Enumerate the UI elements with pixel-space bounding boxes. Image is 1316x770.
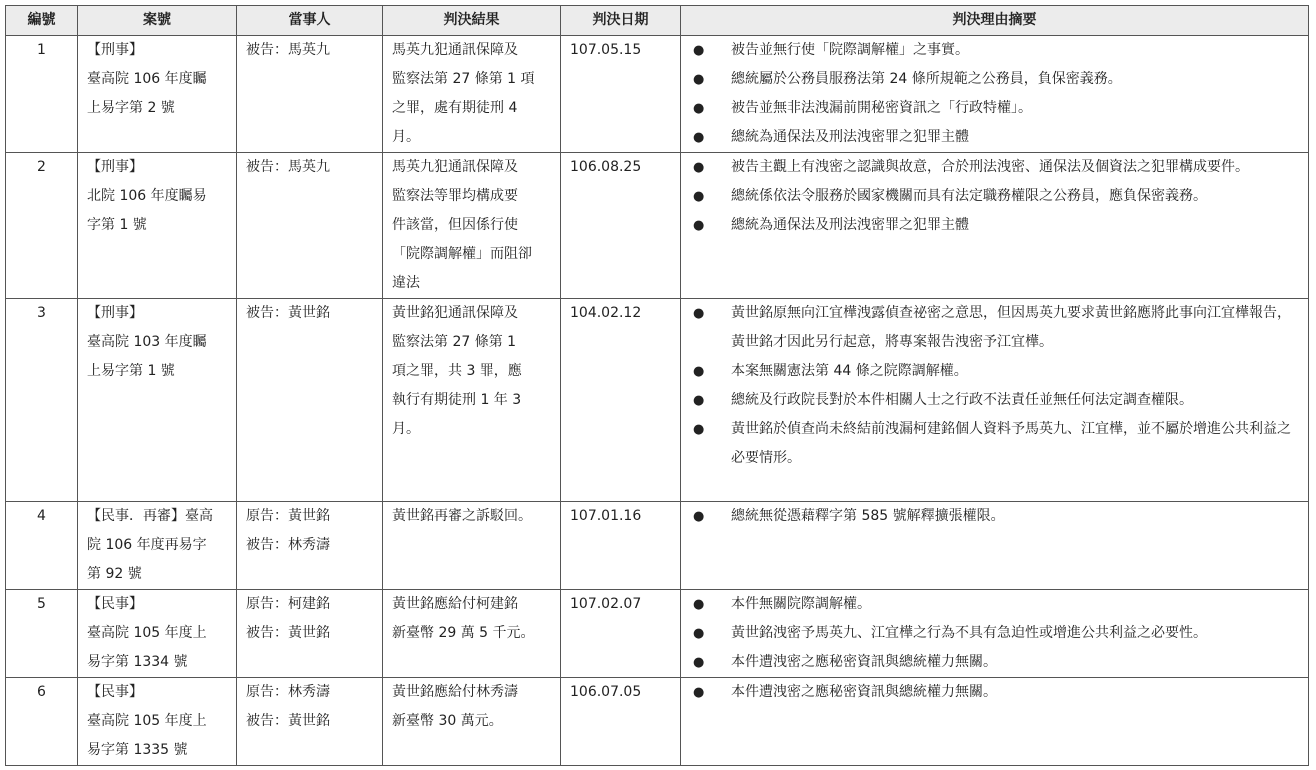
reason-item: ● 本件遭洩密之應秘密資訊與總統權力無關。 [681,678,1308,707]
party-line: 被告：馬英九 [246,159,330,175]
judgment-date: 107.01.16 [561,502,681,590]
parties-cell [237,678,383,766]
judgment-date: 107.02.07 [561,590,681,678]
judgment-date: 104.02.12 [561,299,681,502]
case-number-line: 上易字第 2 號 [87,100,175,116]
case-number-line: 【刑事】 [87,159,143,175]
reason-item: ● 黃世銘原無向江宜樺洩露偵查祕密之意思，但因馬英九要求黃世銘應將此事向江宜樺報告，黃世銘才因此另行起意，將專案報告洩密予江宜樺。 [681,299,1308,357]
reason-item: ● 總統及行政院長對於本件相關人士之行政不法責任並無任何法定調查權限。 [681,386,1308,415]
result-line: 執行有期徒刑 1 年 3 [392,392,522,408]
case-number-cell [78,36,237,153]
parties-cell [237,299,383,502]
case-number-line: 【民事．再審】臺高 [87,508,213,524]
case-number-line: 臺高院 106 年度矚 [87,71,207,87]
result-line: 違法 [392,275,420,291]
case-number-line: 上易字第 1 號 [87,363,175,379]
party-line: 原告：林秀濤 [246,684,330,700]
header-number: 編號 [6,6,78,36]
header-case-number: 案號 [78,6,237,36]
result-line: 新臺幣 29 萬 5 千元。 [392,625,535,641]
result-line: 監察法等罪均構成要 [392,188,518,204]
result-line: 黃世銘犯通訊保障及 [392,305,518,321]
case-number-line: 【刑事】 [87,305,143,321]
reason-item: ● 本案無關憲法第 44 條之院際調解權。 [681,357,1308,386]
reason-item: ● 被告並無行使「院際調解權」之事實。 [681,36,1308,65]
reason-item: ● 總統無從憑藉釋字第 585 號解釋擴張權限。 [681,502,1308,531]
result-line: 項之罪，共 3 罪，應 [392,363,522,379]
case-number-line: 第 92 號 [87,566,142,582]
reason-item: ● 被告並無非法洩漏前開秘密資訊之「行政特權」。 [681,94,1308,123]
case-number-line: 【刑事】 [87,42,143,58]
result-line: 監察法第 27 條第 1 [392,334,517,350]
case-number-cell [78,502,237,590]
result-line: 馬英九犯通訊保障及 [392,159,518,175]
case-number-line: 易字第 1334 號 [87,654,188,670]
table-row [6,678,1309,766]
case-number-line: 臺高院 103 年度矚 [87,334,207,350]
table-row [6,36,1309,153]
case-number-line: 【民事】 [87,596,143,612]
case-number-line: 臺高院 105 年度上 [87,713,207,729]
row-number: 1 [6,36,78,153]
row-number: 4 [6,502,78,590]
case-number-cell [78,299,237,502]
result-line: 黃世銘再審之訴駁回。 [392,508,532,524]
case-number-line: 字第 1 號 [87,217,147,233]
reasons-list [681,502,1308,531]
result-line: 月。 [392,129,420,145]
case-number-line: 【民事】 [87,684,143,700]
reasons-list [681,678,1308,707]
reason-item: ● 總統為通保法及刑法洩密罪之犯罪主體 [681,123,1308,152]
reasons-cell [681,36,1309,153]
result-cell [383,678,561,766]
row-number: 6 [6,678,78,766]
judgment-table [5,5,1309,766]
case-number-line: 臺高院 105 年度上 [87,625,207,641]
party-line: 原告：黃世銘 [246,508,330,524]
reason-item: ● 本件遭洩密之應秘密資訊與總統權力無關。 [681,648,1308,677]
table-row [6,153,1309,299]
row-number: 3 [6,299,78,502]
judgment-date: 107.05.15 [561,36,681,153]
header-reasons: 判決理由摘要 [681,6,1309,36]
party-line: 被告：黃世銘 [246,625,330,641]
table-row [6,299,1309,502]
row-number: 2 [6,153,78,299]
header-row [6,6,1309,36]
result-line: 馬英九犯通訊保障及 [392,42,518,58]
parties-cell [237,36,383,153]
result-cell [383,590,561,678]
case-number-cell [78,153,237,299]
judgment-date: 106.08.25 [561,153,681,299]
party-line: 原告：柯建銘 [246,596,330,612]
parties-cell [237,590,383,678]
case-number-line: 北院 106 年度矚易 [87,188,207,204]
table-row [6,502,1309,590]
result-line: 「院際調解權」而阻卻 [392,246,532,262]
result-cell [383,502,561,590]
result-line: 之罪，處有期徒刑 4 [392,100,518,116]
reason-item: ● 本件無關院際調解權。 [681,590,1308,619]
reasons-list [681,299,1308,473]
case-number-line: 院 106 年度再易字 [87,537,207,553]
reasons-cell [681,678,1309,766]
result-cell [383,299,561,502]
row-number: 5 [6,590,78,678]
result-cell [383,36,561,153]
case-number-cell [78,678,237,766]
reason-item: ● 黃世銘於偵查尚未終結前洩漏柯建銘個人資料予馬英九、江宜樺，並不屬於增進公共利益之必要情形。 [681,415,1308,473]
table-row [6,590,1309,678]
reason-item: ● 被告主觀上有洩密之認識與故意，合於刑法洩密、通保法及個資法之犯罪構成要件。 [681,153,1308,182]
judgment-date: 106.07.05 [561,678,681,766]
reasons-list [681,153,1308,240]
result-line: 黃世銘應給付柯建銘 [392,596,518,612]
parties-cell [237,153,383,299]
result-line: 件該當，但因係行使 [392,217,518,233]
case-number-line: 易字第 1335 號 [87,742,188,758]
header-date: 判決日期 [561,6,681,36]
parties-cell [237,502,383,590]
result-line: 月。 [392,421,420,437]
reasons-cell [681,153,1309,299]
reasons-cell [681,502,1309,590]
reason-item: ● 黃世銘洩密予馬英九、江宜樺之行為不具有急迫性或增進公共利益之必要性。 [681,619,1308,648]
result-cell [383,153,561,299]
party-line: 被告：黃世銘 [246,305,330,321]
reason-item: ● 總統為通保法及刑法洩密罪之犯罪主體 [681,211,1308,240]
header-result: 判決結果 [383,6,561,36]
result-line: 新臺幣 30 萬元。 [392,713,503,729]
party-line: 被告：黃世銘 [246,713,330,729]
reason-item: ● 總統係依法令服務於國家機關而具有法定職務權限之公務員，應負保密義務。 [681,182,1308,211]
reason-item: ● 總統屬於公務員服務法第 24 條所規範之公務員，負保密義務。 [681,65,1308,94]
reasons-list [681,590,1308,677]
result-line: 黃世銘應給付林秀濤 [392,684,518,700]
party-line: 被告：馬英九 [246,42,330,58]
reasons-list [681,36,1308,152]
header-parties: 當事人 [237,6,383,36]
reasons-cell [681,590,1309,678]
reasons-cell [681,299,1309,502]
party-line: 被告：林秀濤 [246,537,330,553]
case-number-cell [78,590,237,678]
result-line: 監察法第 27 條第 1 項 [392,71,535,87]
